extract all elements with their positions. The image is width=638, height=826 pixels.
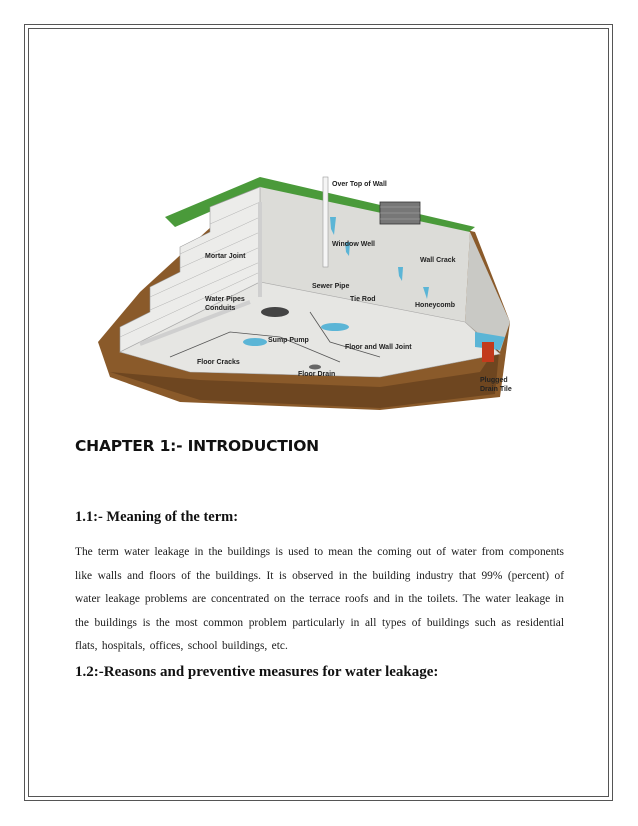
section-heading-1-1: 1.1:- Meaning of the term: xyxy=(75,509,239,525)
label-drain-tile: Drain Tile xyxy=(480,386,512,393)
label-floor-cracks: Floor Cracks xyxy=(197,359,240,366)
label-over-top-of-wall: Over Top of Wall xyxy=(332,181,387,188)
sewer-pipe-shape xyxy=(323,177,328,267)
label-plugged: Plugged xyxy=(480,377,508,384)
basement-leakage-illustration xyxy=(80,172,530,412)
label-sewer-pipe: Sewer Pipe xyxy=(312,283,350,290)
floor-drain-shape xyxy=(309,365,321,370)
label-mortar-joint: Mortar Joint xyxy=(205,253,246,260)
label-wall-crack: Wall Crack xyxy=(420,257,456,264)
section-paragraph-1-1: The term water leakage in the buildings is used to mean the coming out of water from components like walls and floors of the buildings. It is observed in the building industry that 99% (percent) of water leakage problems are concentrated on the terrace roofs and in the toilets. The water leakage in the buildings is the most common problem particularly in all types of buildings such as residential flats, hospitals, offices, school buildings, etc. xyxy=(75,546,564,652)
chapter-title: CHAPTER 1:- INTRODUCTION xyxy=(75,437,319,455)
label-tie-rod: Tie Rod xyxy=(350,296,376,303)
label-floor-and-wall-joint: Floor and Wall Joint xyxy=(345,344,412,351)
water-puddle xyxy=(243,338,267,346)
section-heading-1-2: 1.2:-Reasons and preventive measures for water leakage: xyxy=(75,664,439,680)
label-sump-pump: Sump Pump xyxy=(268,337,309,344)
water-puddle xyxy=(321,323,349,331)
page-border-inner xyxy=(28,28,609,797)
label-conduits: Conduits xyxy=(205,305,236,312)
label-window-well: Window Well xyxy=(332,241,375,248)
sump-pump-pit xyxy=(261,307,289,317)
label-water-pipes: Water Pipes xyxy=(205,296,245,303)
label-floor-drain: Floor Drain xyxy=(298,371,336,378)
label-honeycomb: Honeycomb xyxy=(415,302,456,309)
plugged-drain-tile-shape xyxy=(482,342,494,362)
